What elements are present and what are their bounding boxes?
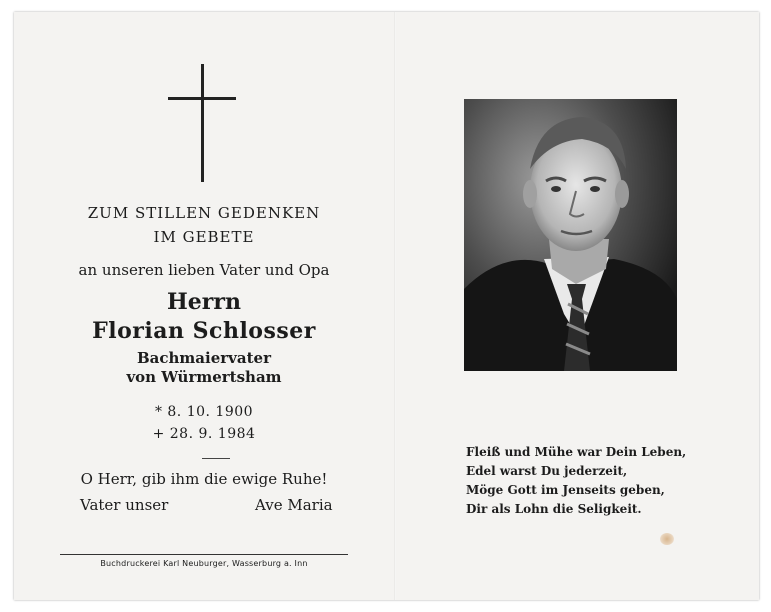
verse-line-2: Edel warst Du jederzeit, xyxy=(466,464,628,478)
footer-rule xyxy=(60,554,348,555)
memorial-card xyxy=(14,12,759,600)
right-panel xyxy=(396,12,759,600)
memorial-verse xyxy=(466,443,686,519)
paper-stain xyxy=(660,533,674,545)
verse-line-3: Möge Gott im Jenseits geben, xyxy=(466,483,665,497)
portrait-photo xyxy=(464,99,677,371)
prayer-ave-maria: Ave Maria xyxy=(255,496,333,514)
verse-line-4: Dir als Lohn die Seligkeit. xyxy=(466,502,642,516)
subtitle-2: von Würmertsham xyxy=(126,368,282,386)
deceased-name: Florian Schlosser xyxy=(92,318,316,344)
prayer-line: O Herr, gib ihm die ewige Ruhe! xyxy=(80,470,328,488)
verse-line-1: Fleiß und Mühe war Dein Leben, xyxy=(466,445,687,459)
subtitle-1: Bachmaiervater xyxy=(137,349,271,367)
heading-line-2: IM GEBETE xyxy=(153,228,255,246)
printer-credit: Buchdruckerei Karl Neuburger, Wasserburg a. Inn xyxy=(100,559,308,568)
cross-icon xyxy=(168,64,238,184)
death-date: + 28. 9. 1984 xyxy=(152,426,256,442)
short-divider xyxy=(202,458,230,459)
intro-text: an unseren lieben Vater und Opa xyxy=(78,261,330,279)
title-herrn: Herrn xyxy=(167,289,241,315)
heading-line-1: ZUM STILLEN GEDENKEN xyxy=(87,204,321,222)
birth-date: * 8. 10. 1900 xyxy=(154,404,254,420)
left-panel xyxy=(14,12,394,600)
prayer-vater-unser: Vater unser xyxy=(80,496,169,514)
